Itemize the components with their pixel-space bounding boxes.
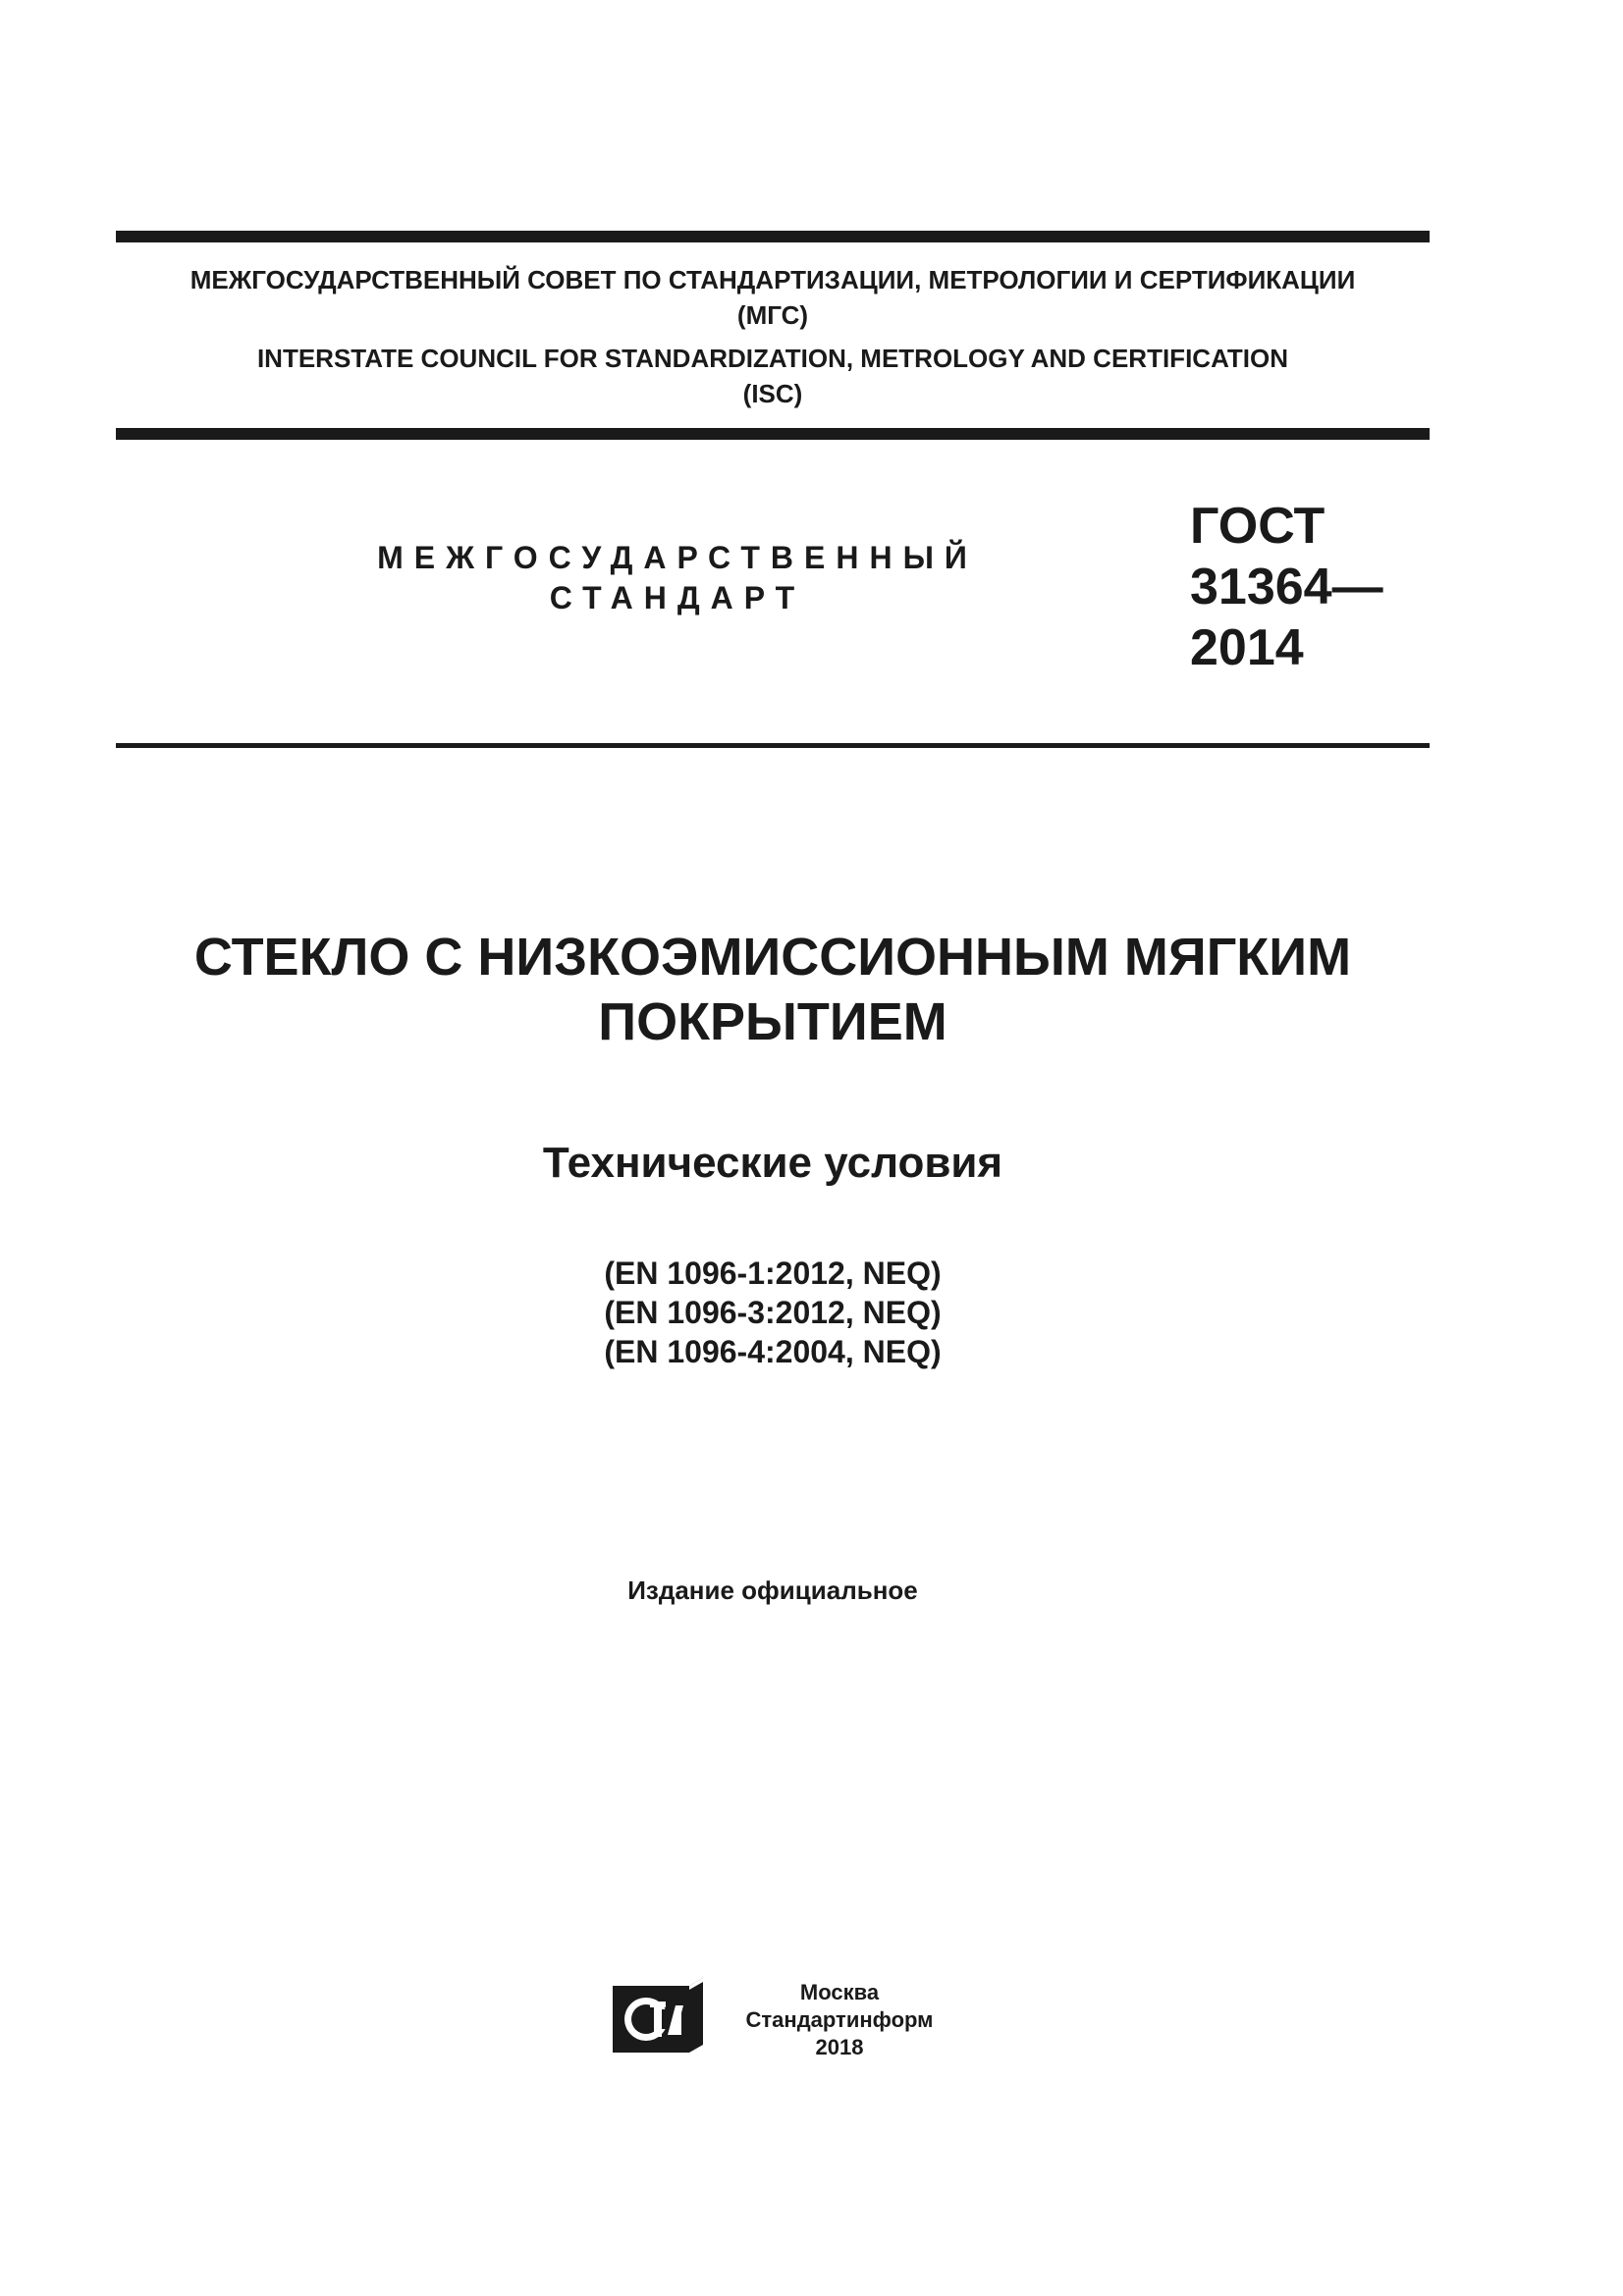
- publisher-name: Стандартинформ: [745, 2007, 934, 2032]
- designation-line2: 31364—: [1190, 559, 1383, 615]
- designation-line3: 2014: [1190, 619, 1304, 676]
- title-line2: ПОКРЫТИЕМ: [598, 992, 947, 1051]
- title-line1: СТЕКЛО С НИЗКОЭМИССИОННЫМ МЯГКИМ: [193, 928, 1352, 987]
- reference-item: (EN 1096-4:2004, NEQ): [604, 1334, 942, 1369]
- standartinform-logo-icon: [611, 1976, 705, 2055]
- council-name-en-line1: INTERSTATE COUNCIL FOR STANDARDIZATION, METROLOGY AND CERTIFICATION: [256, 344, 1289, 373]
- designation-line1: ГОСТ: [1190, 498, 1325, 555]
- council-abbr-ru: (МГС): [736, 300, 809, 330]
- top-rule: [116, 231, 1430, 242]
- council-name-en: [116, 341, 1430, 411]
- reference-item: (EN 1096-1:2012, NEQ): [604, 1255, 942, 1291]
- reference-item: (EN 1096-3:2012, NEQ): [604, 1295, 942, 1330]
- council-abbr-en: (ISC): [742, 379, 803, 408]
- bottom-rule: [116, 743, 1430, 748]
- publisher-block: [717, 1979, 962, 2061]
- standard-designation: [1190, 496, 1383, 678]
- middle-rule: [116, 428, 1430, 440]
- council-name-ru-line1: МЕЖГОСУДАРСТВЕННЫЙ СОВЕТ ПО СТАНДАРТИЗАЦИИ, МЕТРОЛОГИИ И СЕРТИФИКАЦИИ: [189, 265, 1356, 294]
- council-name-ru: [116, 262, 1430, 333]
- standard-kind-line1: МЕЖГОСУДАРСТВЕННЫЙ: [377, 540, 978, 575]
- standard-kind-line2: СТАНДАРТ: [549, 580, 806, 615]
- publisher-city: Москва: [799, 1980, 880, 2004]
- document-subtitle: Технические условия: [542, 1139, 1003, 1187]
- references-list: [116, 1254, 1430, 1371]
- edition-note: Издание официальное: [627, 1575, 918, 1605]
- document-title: [116, 925, 1430, 1054]
- publisher-year: 2018: [815, 2035, 864, 2059]
